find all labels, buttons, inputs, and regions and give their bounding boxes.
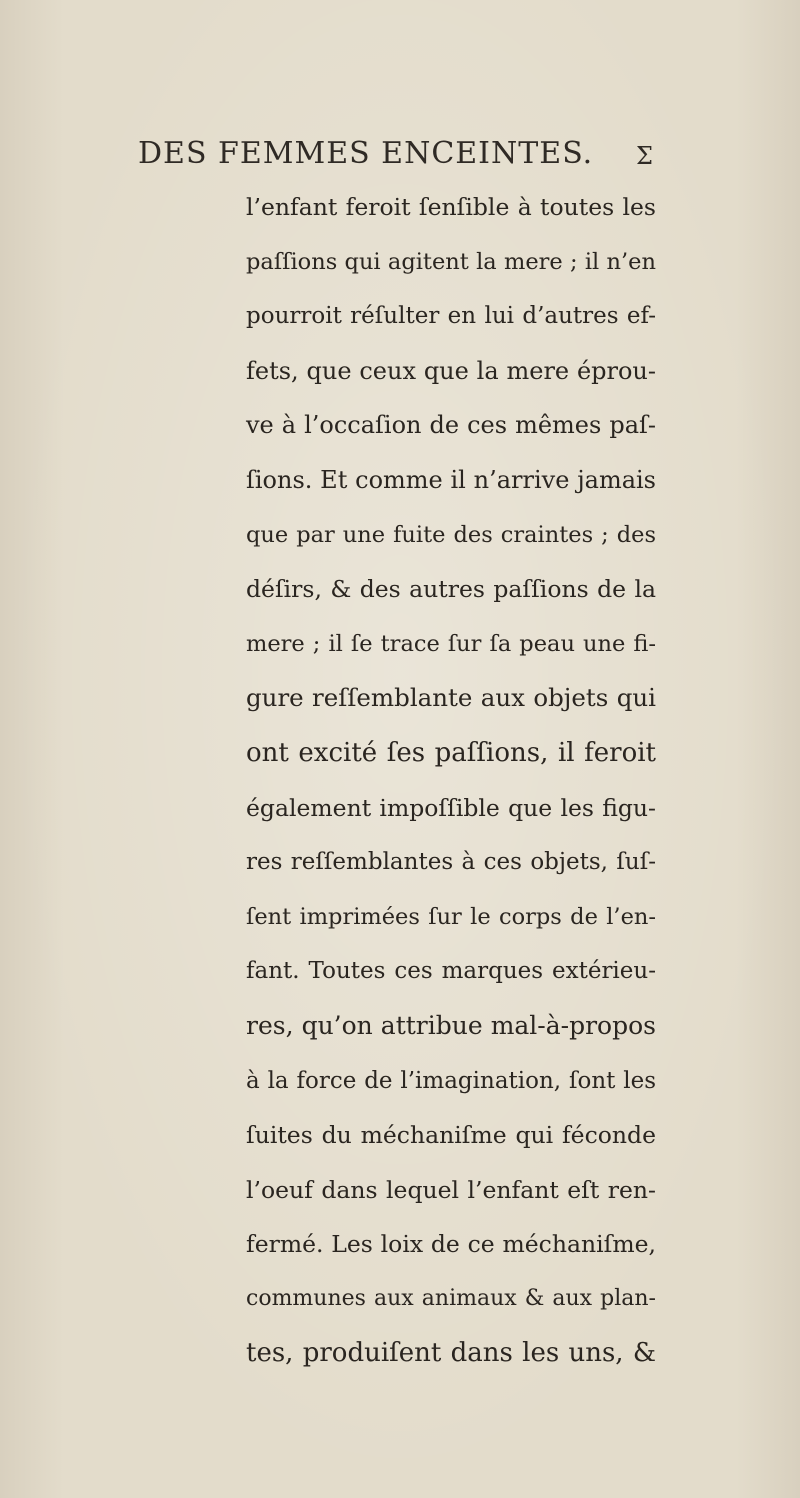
- text-line: gure reſſemblante aux objets qui: [246, 683, 656, 713]
- text-line: fermé. Les loix de ce méchaniſme,: [246, 1230, 656, 1259]
- text-line: mere ; il ſe trace ſur ſa peau une fi-: [246, 630, 656, 657]
- text-line: fets, que ceux que la mere éprou-: [246, 356, 656, 385]
- text-line: l’enfant feroit ſenſible à toutes les: [246, 193, 656, 221]
- running-title: DES FEMMES ENCEINTES.: [138, 135, 594, 171]
- text-line: ſions. Et comme il n’arrive jamais: [246, 465, 656, 494]
- text-line: res, qu’on attribue mal-à-propos: [246, 1010, 656, 1040]
- text-line: à la force de l’imagination, ſont les: [246, 1067, 656, 1094]
- text-line: ſuites du méchaniſme qui féconde: [246, 1121, 656, 1150]
- text-line: res reſſemblantes à ces objets, ſuſ-: [246, 849, 656, 876]
- text-line: l’oeuf dans lequel l’enfant eſt ren-: [246, 1175, 656, 1204]
- text-line: communes aux animaux & aux plan-: [246, 1285, 656, 1311]
- text-line: ont excité ſes paſſions, il feroit: [246, 737, 656, 768]
- text-line: déſirs, & des autres paſſions de la: [246, 575, 656, 604]
- text-line: que par une fuite des craintes ; des: [246, 521, 656, 548]
- text-line: pourroit réſulter en lui d’autres ef-: [246, 303, 656, 330]
- signature-mark: ʃ: [636, 133, 654, 173]
- body-text: [246, 180, 656, 1381]
- text-line: ſent imprimées ſur le corps de l’en-: [246, 903, 656, 930]
- text-line: également impoſſible que les figu-: [246, 793, 656, 822]
- running-header: [138, 127, 658, 179]
- text-line: fant. Toutes ces marques extérieu-: [246, 958, 656, 985]
- text-line: tes, produiſent dans les uns, &: [246, 1338, 656, 1369]
- text-line: ve à l’occaſion de ces mêmes paſ-: [246, 411, 656, 440]
- text-line: paſſions qui agitent la mere ; il n’en: [246, 248, 656, 275]
